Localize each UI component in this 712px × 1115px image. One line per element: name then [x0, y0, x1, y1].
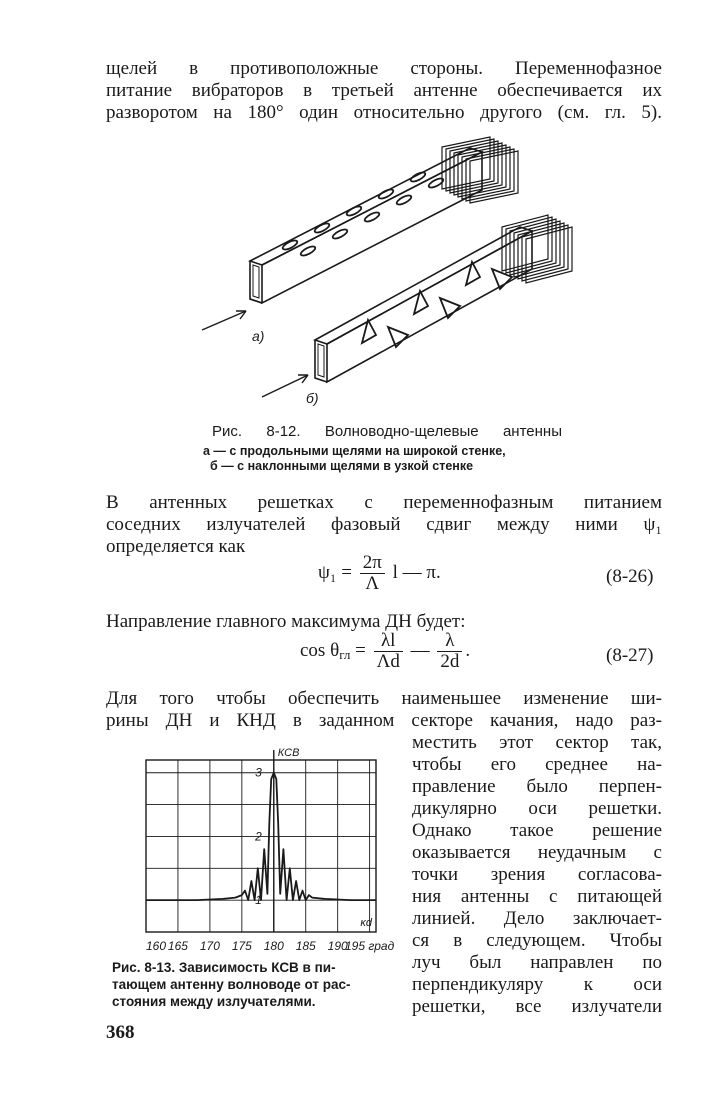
eq2-num1: λl: [374, 631, 403, 652]
figure1-caption-a: а — с продольными щелями на широкой стенке,: [203, 444, 506, 458]
para4-right-line: Однако такое решение: [412, 820, 662, 841]
para4-right-line: дикулярно оси решетки.: [412, 798, 662, 819]
y-tick-label: 2: [255, 829, 262, 844]
para4-right-line: правление было перпен-: [412, 776, 662, 797]
figure1-caption-title: Рис. 8-12. Волноводно-щелевые антенны: [212, 423, 562, 440]
para4-right-line: чтобы его среднее на-: [412, 754, 662, 775]
para4-line-1: Для того чтобы обеспечить наименьшее изменение ши-: [106, 688, 662, 709]
para4-right-line: точки зрения согласова-: [412, 864, 662, 885]
waveguide-antennas-figure: [190, 135, 580, 405]
para4-right-line: ся в следующем. Чтобы: [412, 930, 662, 951]
top-line-2: питание вибраторов в третьей антенне обеспечивается их: [106, 80, 662, 101]
x-tick-label: 180: [263, 939, 284, 953]
eq2-end: .: [465, 639, 471, 661]
para4-right-line: линией. Дело заключает-: [412, 908, 662, 929]
figure2-caption-line-1: Рис. 8-13. Зависимость КСВ в пи-: [112, 960, 336, 975]
eq2-den1: Λd: [376, 651, 400, 672]
para4-right-line: ния антенны с питающей: [412, 886, 662, 907]
top-line-1: щелей в противоположные стороны. Переменнофазное: [106, 58, 662, 79]
equation-8-27: [300, 631, 470, 672]
arrow-b-icon: [262, 375, 308, 397]
eq2-lhs: cos θ: [300, 639, 340, 661]
page-number: 368: [106, 1022, 135, 1043]
arrow-a-icon: [202, 311, 246, 330]
eq1-numerator: 2π: [360, 553, 385, 574]
eq2-minus: —: [410, 639, 430, 661]
para4-line-2: рины ДН и КНД в заданном секторе качания, надо раз-: [106, 710, 662, 731]
figure-label-a: а): [252, 328, 265, 344]
waveguide-b-drawing: [315, 215, 572, 382]
eq1-number: (8-26): [606, 566, 654, 587]
eq2-fraction-2: [437, 631, 462, 672]
para4-right-line: перпендикуляру к оси: [412, 974, 662, 995]
y-tick-label: 3: [255, 765, 262, 780]
eq1-rest: l — π.: [392, 561, 441, 583]
figure-label-b: б): [306, 390, 319, 406]
top-line-3: разворотом на 180° один относительно другого (см. гл. 5).: [106, 102, 662, 123]
x-tick-label: 175: [231, 939, 252, 953]
eq2-equals: =: [355, 639, 366, 661]
equation-8-26: [318, 553, 441, 594]
para4-right-line: решетки, все излучатели: [412, 996, 662, 1017]
eq1-denominator: Λ: [365, 573, 380, 594]
eq2-lhs-sub: гл: [339, 646, 351, 662]
x-axis-label: κd: [360, 917, 372, 929]
eq2-den2: 2d: [440, 651, 460, 672]
para4-right-line: луч был направлен по: [412, 952, 662, 973]
x-tick-label: 170: [199, 939, 220, 953]
para2-line-2: соседних излучателей фазовый сдвиг между ними ψ₁: [106, 514, 662, 535]
figure1-caption-b: б — с наклонными щелями в узкой стенке: [210, 459, 474, 473]
para3-line: Направление главного максимума ДН будет:: [106, 611, 466, 632]
eq2-number: (8-27): [606, 645, 654, 666]
para2-line-3: определяется как: [106, 536, 246, 557]
eq1-lhs: ψ₁ =: [318, 561, 352, 583]
para4-right-line: местить этот сектор так,: [412, 732, 662, 753]
y-axis-label: КСВ: [277, 747, 300, 759]
eq1-fraction: [360, 553, 385, 594]
figure2-caption-line-3: стояния между излучателями.: [112, 994, 316, 1009]
vswr-chart: [108, 738, 406, 958]
eq2-num2: λ: [437, 631, 462, 652]
x-tick-label: 185: [295, 939, 316, 953]
x-tick-label: 195 град: [344, 939, 395, 953]
x-tick-label: 165: [167, 939, 188, 953]
x-tick-label: 190: [327, 939, 348, 953]
eq2-fraction-1: [374, 631, 403, 672]
para2-line-1: В антенных решетках с переменнофазным питанием: [106, 492, 662, 513]
para4-right-line: оказывается неудачным с: [412, 842, 662, 863]
y-tick-label: 1: [255, 893, 262, 908]
figure2-caption-line-2: тающем антенну волноводе от рас-: [112, 977, 351, 992]
x-tick-label: 160: [146, 939, 167, 953]
